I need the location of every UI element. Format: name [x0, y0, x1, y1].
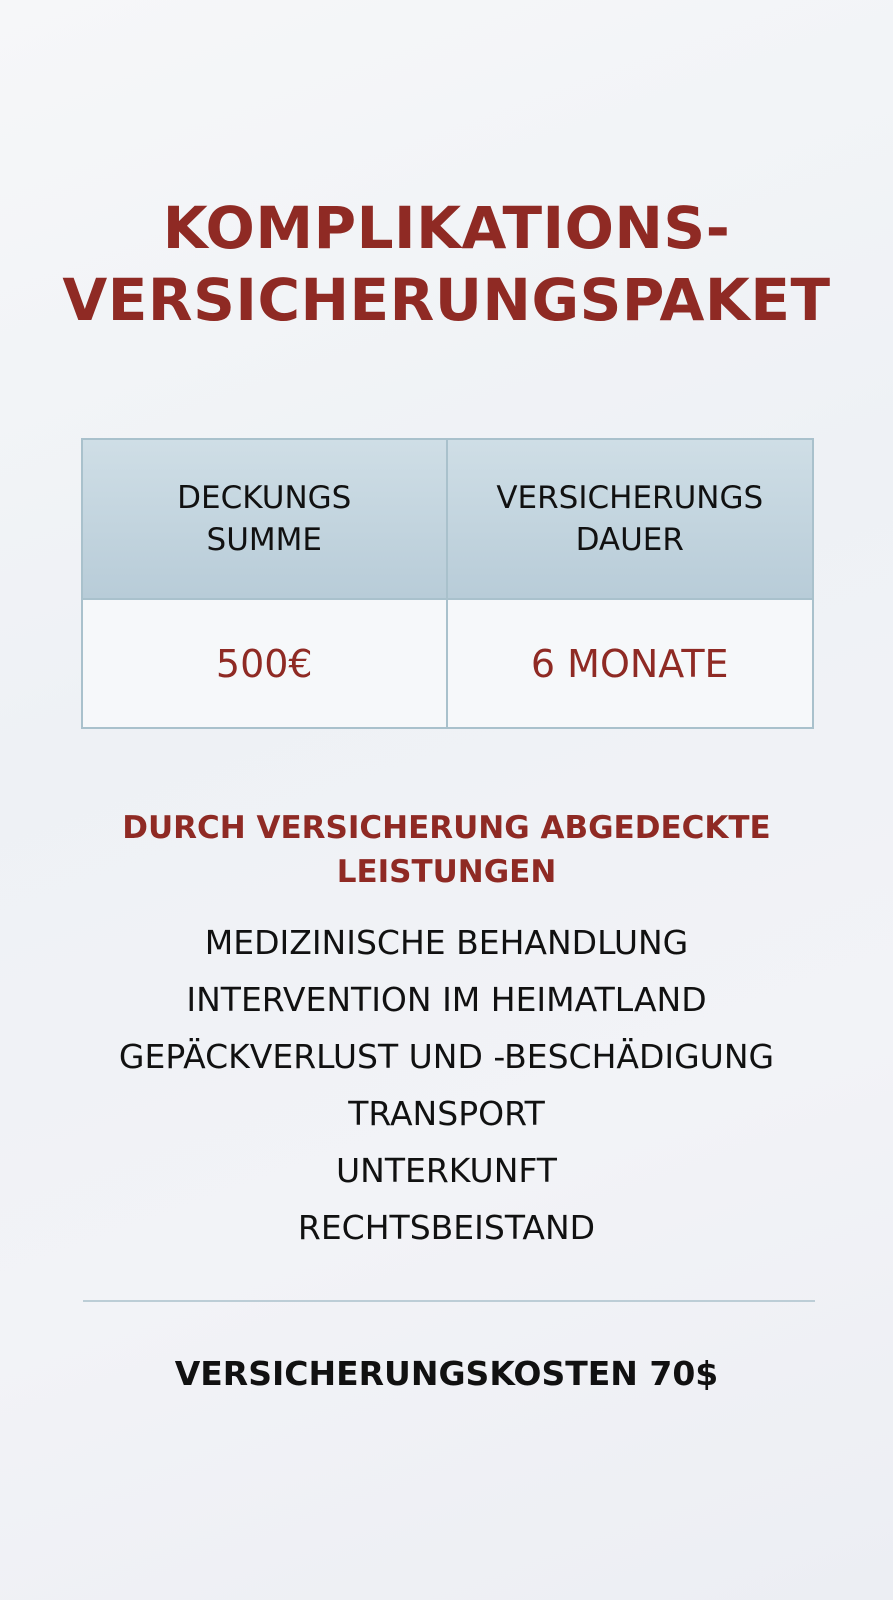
benefit-item: MEDIZINISCHE BEHANDLUNG: [204, 923, 689, 962]
benefits-heading: [0, 806, 893, 894]
insurance-duration-value: 6 MONATE: [448, 600, 813, 727]
insurance-cost: VERSICHERUNGSKOSTEN 70$: [174, 1354, 719, 1393]
header-duration-line-2: DAUER: [575, 522, 684, 558]
title-line-2: VERSICHERUNGSPAKET: [62, 266, 831, 334]
benefit-item: INTERVENTION IM HEIMATLAND: [186, 980, 707, 1019]
benefit-item: UNTERKUNFT: [336, 1151, 557, 1190]
header-duration-line-1: VERSICHERUNGS: [496, 480, 764, 516]
benefits-heading-line-1: DURCH VERSICHERUNG ABGEDECKTE: [122, 810, 771, 846]
coverage-table: [81, 438, 814, 729]
header-insurance-duration: [448, 440, 813, 600]
benefit-item: GEPÄCKVERLUST UND -BESCHÄDIGUNG: [118, 1037, 775, 1076]
header-coverage-amount: [83, 440, 448, 600]
benefit-item: RECHTSBEISTAND: [297, 1208, 596, 1247]
header-coverage-line-1: DECKUNGS: [177, 480, 352, 516]
header-coverage-line-2: SUMME: [206, 522, 322, 558]
benefits-list: [0, 914, 893, 1256]
page-title: [0, 192, 893, 336]
benefits-heading-line-2: LEISTUNGEN: [336, 854, 557, 890]
section-divider: [83, 1300, 815, 1302]
coverage-amount-value: 500€: [83, 600, 448, 727]
title-line-1: KOMPLIKATIONS-: [162, 194, 731, 262]
benefit-item: TRANSPORT: [348, 1094, 545, 1133]
